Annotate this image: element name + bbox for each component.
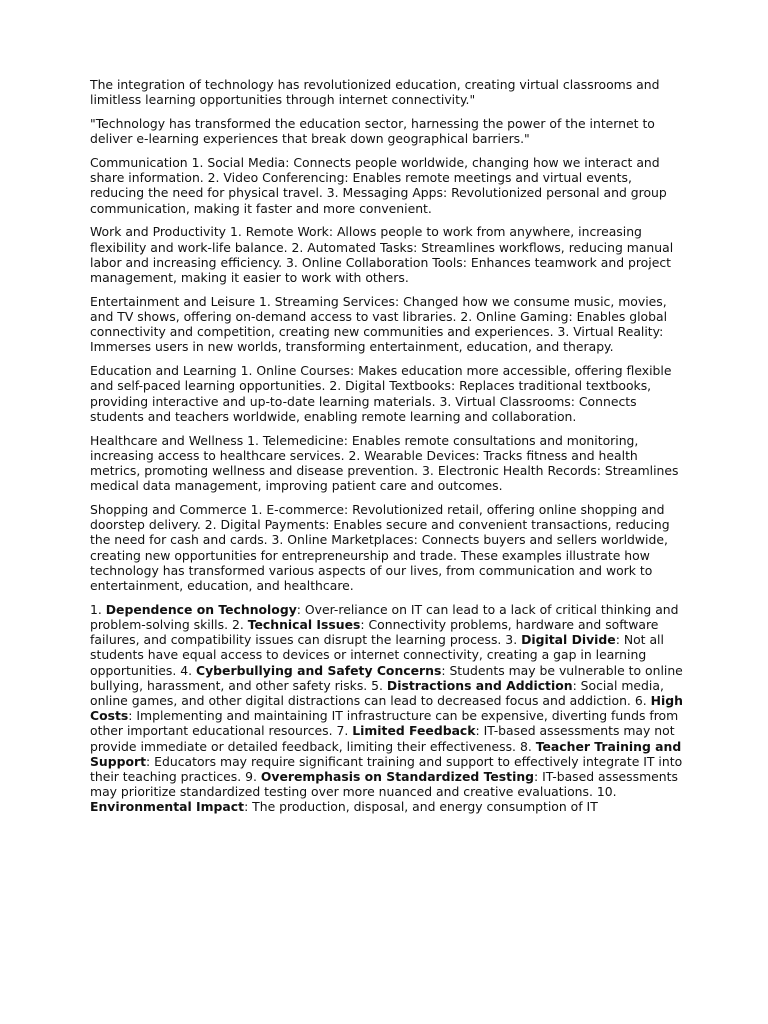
document-page [90, 77, 684, 815]
drawback-text: : Educators may require significant training and support to effectively integrate IT into their teaching practices. 9. [90, 753, 683, 785]
drawback-title: Technical Issues [247, 617, 361, 633]
drawback-title: Environmental Impact [90, 799, 245, 815]
education-learning-paragraph: Education and Learning 1. Online Courses: Makes education more accessible, offering flexible and self-paced learning opportunities. 2. Digital Textbooks: Replaces traditional textbooks, providing interactive and up-to-date learning materials. 3. Virtual Classrooms: Connects students and teachers worldwide, enabling remote learning and collaboration. [90, 363, 672, 424]
drawback-text: : Students may be vulnerable to online bullying, harassment, and other safety risks. 5. [90, 662, 683, 693]
drawback-text: : Over-reliance on IT can lead to a lack of critical thinking and problem-solving skills. 2. [90, 601, 679, 633]
drawback-text: : IT-based assessments may not provide immediate or detailed feedback, limiting their effectiveness. 8. [90, 723, 675, 754]
work-productivity-paragraph: Work and Productivity 1. Remote Work: Allows people to work from anywhere, increasing flexibility and work-life balance. 2. Automated Tasks: Streamlines workflows, reducing manual labor and increasing efficiency. 3. Online Collaboration Tools: Enhances teamwork and project management, making it easier to work with others. [90, 224, 674, 286]
drawback-title: Teacher Training and Support [90, 738, 682, 769]
quote-paragraph: "Technology has transformed the education sector, harnessing the power of the internet to deliver e-learning experiences that break down geographical barriers." [90, 116, 655, 147]
drawback-title: Digital Divide [521, 632, 616, 648]
entertainment-leisure-paragraph: Entertainment and Leisure 1. Streaming Services: Changed how we consume music, movies, and TV shows, offering on-demand access to vast libraries. 2. Online Gaming: Enables global connectivity and competition, creating new communities and experiences. 3. Virtual Reality: Immerses users in new worlds, transforming entertainment, education, and therapy. [90, 293, 668, 355]
drawback-text: : Implementing and maintaining IT infrastructure can be expensive, diverting funds from other important educational resources. 7. [90, 708, 679, 739]
drawback-title: High Costs [90, 693, 683, 724]
drawback-text: : The production, disposal, and energy consumption of IT [244, 799, 598, 815]
drawback-title: Overemphasis on Standardized Testing [260, 769, 535, 785]
drawback-text: : Social media, online games, and other digital distractions can lead to decreased focus and addiction. 6. [90, 677, 664, 709]
drawback-title: Dependence on Technology [105, 601, 297, 617]
drawbacks-paragraph [90, 602, 684, 815]
communication-paragraph: Communication 1. Social Media: Connects people worldwide, changing how we interact and share information. 2. Video Conferencing: Enables remote meetings and virtual events, reducing the need for physical travel. 3. Messaging Apps: Revolutionized personal and group communication, making it faster and more convenient. [90, 155, 667, 216]
drawback-text: : Connectivity problems, hardware and software failures, and compatibility issues can disrupt the learning process. 3. [90, 617, 659, 648]
drawback-title: Distractions and Addiction [386, 677, 573, 693]
drawback-title: Cyberbullying and Safety Concerns [196, 662, 442, 678]
drawback-text: : Not all students have equal access to devices or internet connectivity, creating a gap in learning opportunities. 4. [90, 632, 664, 678]
intro-paragraph: The integration of technology has revolutionized education, creating virtual classrooms and limitless learning opportunities through internet connectivity." [90, 77, 660, 108]
drawback-number: 1. [90, 601, 106, 617]
drawback-text: : IT-based assessments may prioritize standardized testing over more nuanced and creative evaluations. 10. [90, 769, 678, 800]
drawback-title: Limited Feedback [352, 723, 476, 739]
shopping-commerce-paragraph: Shopping and Commerce 1. E-commerce: Revolutionized retail, offering online shopping and doorstep delivery. 2. Digital Payments: Enables secure and convenient transactions, reducing the need for cash and cards. 3. Online Marketplaces: Connects buyers and sellers worldwide, creating new opportunities for entrepreneurship and trade. These examples illustrate how technology has transformed various aspects of our lives, from communication and work to entertainment, education, and healthcare. [90, 502, 670, 594]
healthcare-wellness-paragraph: Healthcare and Wellness 1. Telemedicine: Enables remote consultations and monitoring, increasing access to healthcare services. 2. Wearable Devices: Tracks fitness and health metrics, promoting wellness and disease prevention. 3. Electronic Health Records: Streamlines medical data management, improving patient care and outcomes. [90, 432, 679, 494]
